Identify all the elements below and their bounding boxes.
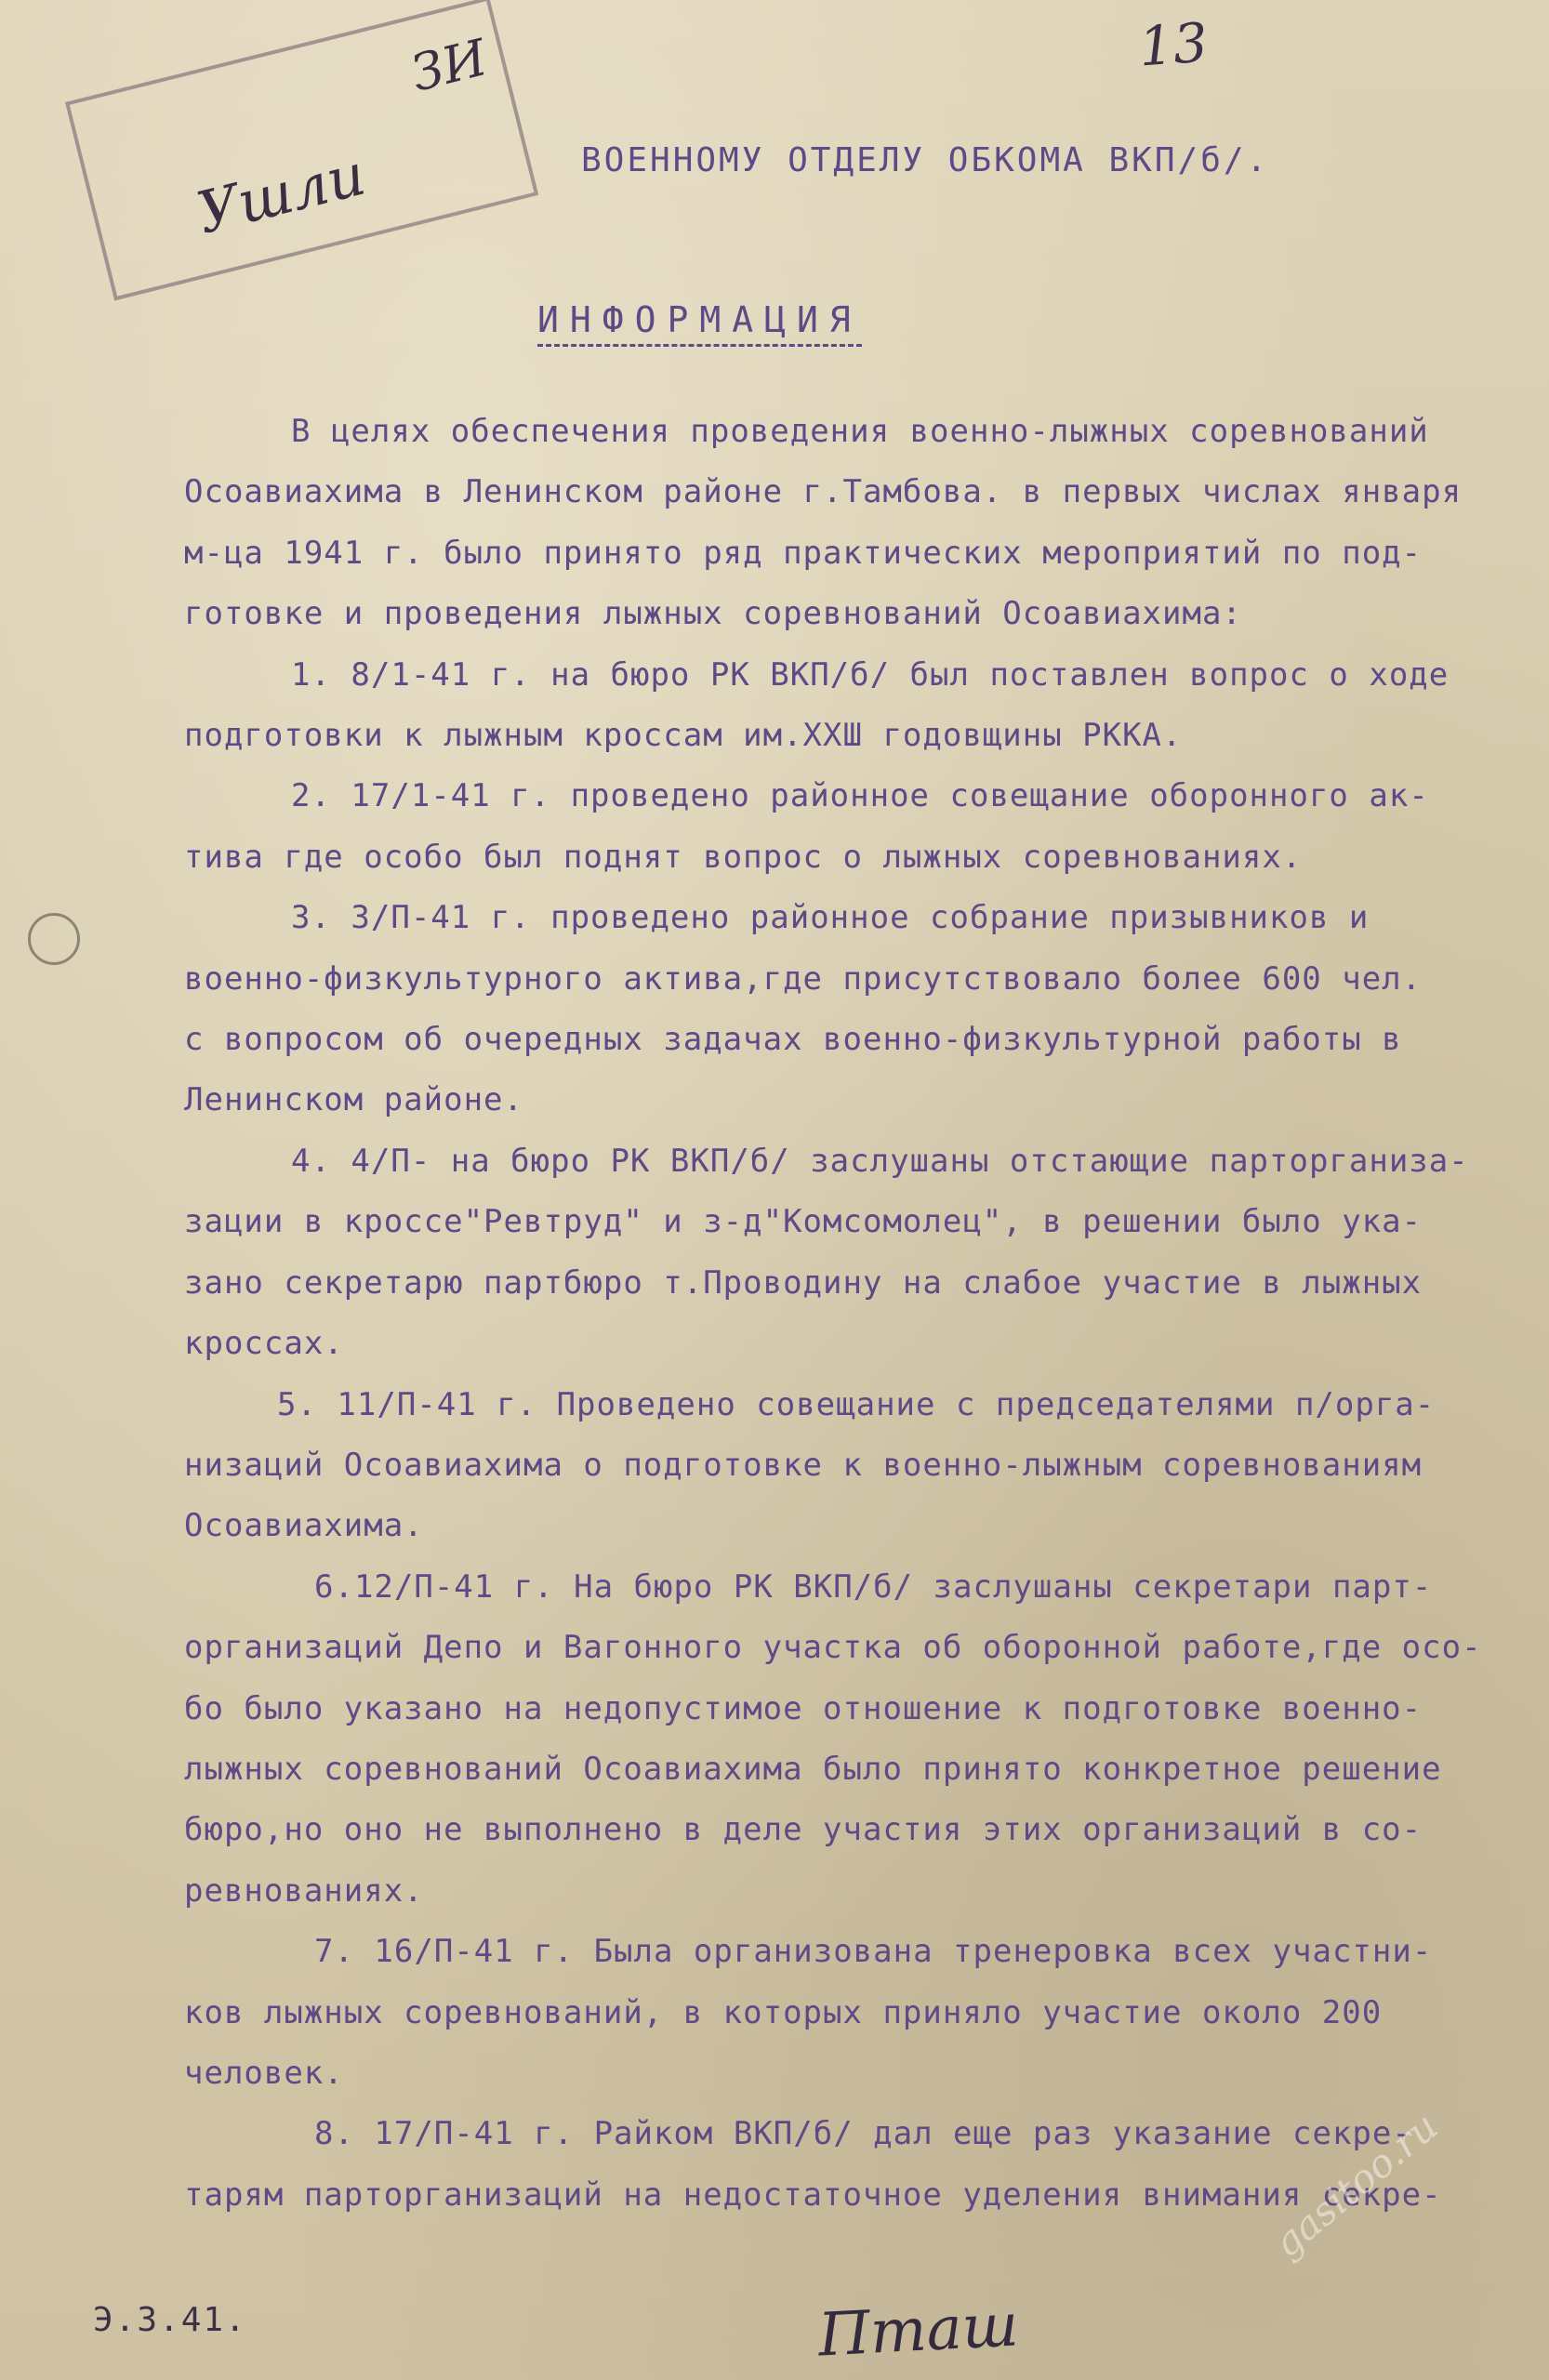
- body-line: готовке и проведения лыжных соревнований Осоавиахима:: [184, 595, 1242, 633]
- body-line: организаций Депо и Вагонного участка об оборонной работе,где осо-: [184, 1629, 1482, 1667]
- body-line: м-ца 1941 г. было принято ряд практических мероприятий по под-: [184, 534, 1423, 572]
- body-line: 5. 11/П-41 г. Проведено совещание с председателями п/орга-: [277, 1385, 1436, 1423]
- body-line: тива где особо был поднят вопрос о лыжных соревнованиях.: [184, 838, 1303, 876]
- body-line: Осоавиахима.: [184, 1507, 424, 1545]
- stamp-handwriting-top: ЗИ: [405, 28, 493, 103]
- watermark: gasitoo.ru: [1264, 2103, 1447, 2267]
- body-line: 7. 16/П-41 г. Была организована тренеровка всех участни-: [314, 1933, 1433, 1971]
- body-line: Ленинском районе.: [184, 1081, 523, 1119]
- body-line: 8. 17/П-41 г. Райком ВКП/б/ дал еще раз указание секре-: [314, 2115, 1412, 2153]
- stamp-handwriting-main: Ушли: [190, 139, 372, 247]
- footer-code: Э.З.41.: [93, 2301, 247, 2339]
- body-line: военно-физкультурного актива,где присутствовало более 600 чел.: [184, 959, 1423, 998]
- body-line: зации в кроссе"Ревтруд" и з-д"Комсомолец", в решении было ука-: [184, 1203, 1423, 1241]
- body-line: ревнованиях.: [184, 1871, 424, 1910]
- body-line: подготовки к лыжным кроссам им.ХХШ годовщины РККА.: [184, 717, 1183, 755]
- document-title: ИНФОРМАЦИЯ: [537, 299, 862, 347]
- body-line: 4. 4/П- на бюро РК ВКП/б/ заслушаны отстающие парторганиза-: [291, 1142, 1469, 1180]
- body-line: кроссах.: [184, 1325, 344, 1363]
- body-line: 2. 17/1-41 г. проведено районное совещание оборонного ак-: [291, 777, 1429, 815]
- registration-stamp: [65, 0, 538, 300]
- signature: Пташ: [816, 2291, 1021, 2371]
- body-line: В целях обеспечения проведения военно-лыжных соревнований: [291, 413, 1429, 450]
- body-line: лыжных соревнований Осоавиахима было принято конкретное решение: [184, 1750, 1442, 1788]
- body-line: 6.12/П-41 г. На бюро РК ВКП/б/ заслушаны секретари парт-: [314, 1567, 1433, 1606]
- punch-hole: [28, 913, 80, 965]
- body-line: 1. 8/1-41 г. на бюро РК ВКП/б/ был поставлен вопрос о ходе: [291, 655, 1450, 694]
- document-body: [184, 402, 1523, 2226]
- body-line: тарям парторганизаций на недостаточное уделения внимания секре-: [184, 2175, 1442, 2214]
- body-line: зано секретарю партбюро т.Проводину на слабое участие в лыжных: [184, 1263, 1423, 1302]
- body-line: низаций Осоавиахима о подготовке к военно-лыжным соревнованиям: [184, 1446, 1423, 1484]
- body-line: ков лыжных соревнований, в которых приняло участие около 200: [184, 1993, 1383, 2031]
- body-line: с вопросом об очередных задачах военно-физкультурной работы в: [184, 1021, 1402, 1059]
- body-line: 3. 3/П-41 г. проведено районное собрание призывников и: [291, 899, 1370, 937]
- page-number: 13: [1136, 10, 1211, 79]
- body-line: бо было указано на недопустимое отношение к подготовке военно-: [184, 1689, 1423, 1727]
- addressee: ВОЕННОМУ ОТДЕЛУ ОБКОМА ВКП/б/.: [581, 141, 1270, 179]
- body-line: Осоавиахима в Ленинском районе г.Тамбова. в первых числах января: [184, 473, 1463, 511]
- body-line: бюро,но оно не выполнено в деле участия этих организаций в со-: [184, 1811, 1423, 1849]
- body-line: человек.: [184, 2054, 344, 2092]
